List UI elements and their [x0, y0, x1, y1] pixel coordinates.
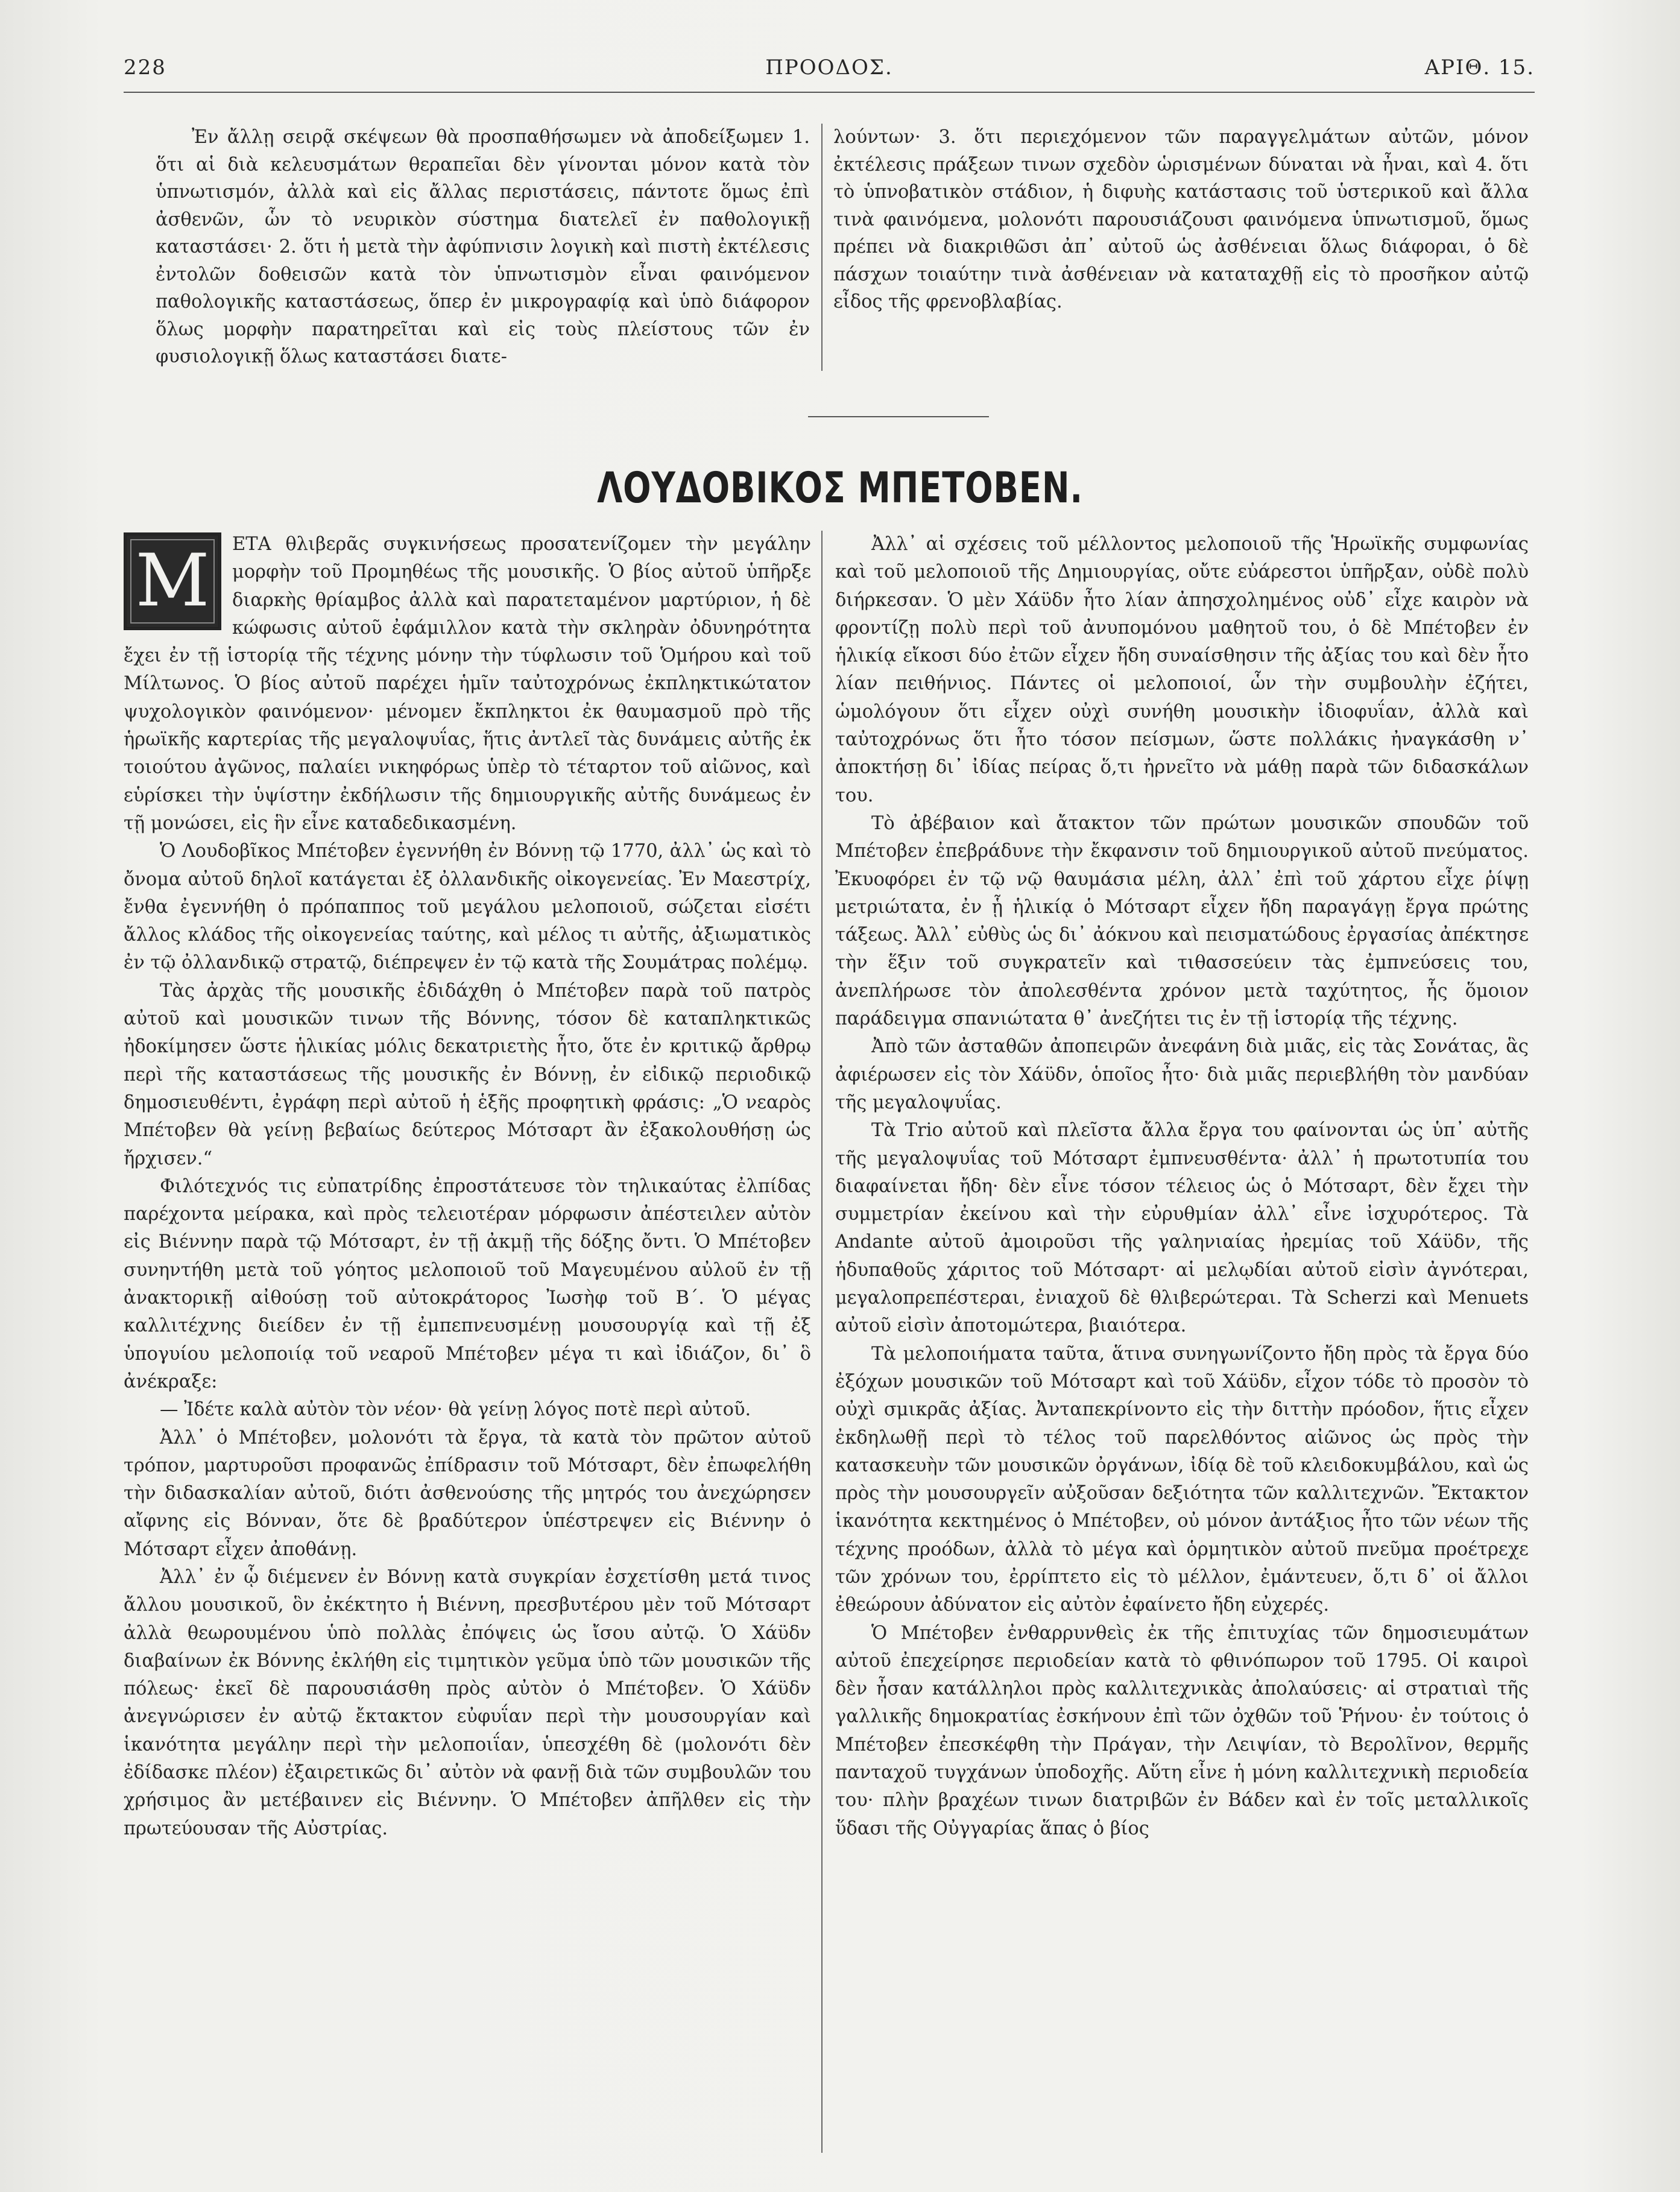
column-divider [821, 124, 823, 371]
article-title: ΛΟΥΔΟΒΙΚΟΣ ΜΠΕΤΟΒΕΝ. [597, 463, 1083, 513]
paragraph: Ἀλλ᾽ ὁ Μπέτοβεν, μολονότι τὰ ἔργα, τὰ κατὰ τὸν πρῶτον αὐτοῦ τρόπον, μαρτυροῦσι προφανῶς ἐπίδρασιν τοῦ Μότσαρτ, δὲν ἐπωφελήθη τὴν διδασκαλίαν αὐτοῦ, διότι ἀσθενούσης τῆς μητρός του ἀνεχώρησεν αἴφνης εἰς Βόνναν, ὅτε δὲ βραδύτερον ὑπέστρεψεν εἰς Βιέννην ὁ Μότσαρτ εἶχεν ἀποθάνῃ. [124, 1427, 811, 1560]
paragraph: Ἀλλ᾽ αἱ σχέσεις τοῦ μέλλοντος μελοποιοῦ τῆς Ἡρωϊκῆς συμφωνίας καὶ τοῦ μελοποιοῦ τῆς Δημιουργίας, οὔτε εὐάρεστοι ὑπῆρξαν, οὐδὲ πολὺ διήρκεσαν. Ὁ μὲν Χάϋδν ἦτο λίαν ἀπησχολημένος οὐδ᾽ εἶχε καιρὸν νὰ φροντίζῃ πολὺ περὶ τοῦ ἀνυπομόνου μαθητοῦ του, ὁ δὲ Μπέτοβεν ἐν ἡλικίᾳ εἴκοσι δύο ἐτῶν εἶχεν ἤδη συναίσθησιν τῆς ἀξίας του καὶ δὲν ἦτο λίαν πειθήνιος. Πάντες οἱ μελοποιοί, ὧν τὴν συμβουλὴν ἐζήτει, ὡμολόγουν ὅτι εἶχεν οὐχὶ συνήθη μουσικὴν ἰδιοφυΐαν, ἀλλὰ καὶ ταὐτοχρόνως ὅτι ἦτο τόσον πείσμων, ὥστε πολλάκις ἠναγκάσθη ν᾽ ἀποκτήσῃ δι᾽ ἰδίας πείρας ὅ,τι ἠρνεῖτο νὰ μάθῃ παρὰ τῶν διδασκάλων του. [835, 534, 1529, 806]
paragraph: Τὰ Trio αὐτοῦ καὶ πλεῖστα ἄλλα ἔργα του φαίνονται ὡς ὑπ᾽ αὐτῆς τῆς μεγαλοψυΐας τοῦ Μότσαρτ ἐμπνευσθέντα· ἀλλ᾽ ἡ πρωτοτυπία του διαφαίνεται ἤδη· δὲν εἶνε τόσον τέλειος ὡς ὁ Μότσαρτ, δὲν ἔχει τὴν συμμετρίαν ἐκείνου καὶ τὴν εὐρυθμίαν ἀλλ᾽ εἶνε ἰσχυρότερος. Τὰ Andante αὐτοῦ ἀμοιροῦσι τῆς γαληνιαίας ἠρεμίας τοῦ Χάϋδν, τῆς ἡδυπαθοῦς χάριτος τοῦ Μότσαρτ· αἱ μελῳδίαι αὐτοῦ εἰσὶν ἀγνότεραι, μεγαλοπρεπέστεραι, ἐνιαχοῦ δὲ θλιβερώτεραι. Τὰ Scherzi καὶ Menuets αὐτοῦ εἰσὶν ἀποτομώτερα, βιαιότερα. [835, 1120, 1529, 1337]
top-right-column [833, 124, 1529, 316]
drop-cap: Μ [124, 532, 221, 630]
article-right-column [835, 531, 1529, 1843]
paragraph: Ἀπὸ τῶν ἀσταθῶν ἀποπειρῶν ἀνεφάνη διὰ μιᾶς, εἰς τὰς Σονάτας, ἃς ἀφιέρωσεν εἰς τὸν Χάϋδν, ὁποῖος ἦτο· διὰ μιᾶς περιεβλήθη τὸν μανδύαν τῆς μεγαλοψυΐας. [835, 1036, 1529, 1113]
journal-title: ΠΡΟΟΔΟΣ. [765, 55, 893, 80]
top-left-column [156, 124, 810, 371]
issue-number: ΑΡΙΘ. 15. [1424, 55, 1535, 80]
paragraph: Ὁ Λουδοβῖκος Μπέτοβεν ἐγεννήθη ἐν Βόννῃ τῷ 1770, ἀλλ᾽ ὡς καὶ τὸ ὄνομα αὐτοῦ δηλοῖ κατάγεται ἐξ ὀλλανδικῆς οἰκογενείας. Ἐν Μαεστρίχ, ἔνθα ἐγεννήθη ὁ πρόπαππος τοῦ μεγάλου μελοποιοῦ, σώζεται εἰσέτι ἄλλος κλάδος τῆς οἰκογενείας ταύτης, καὶ μέλος τι αὐτῆς, ἀξιωματικὸς ἐν τῷ ὀλλανδικῷ στρατῷ, διέπρεψεν ἐν τῷ κατὰ τῆς Σουμάτρας πολέμῳ. [124, 841, 811, 974]
paragraph: Τὰς ἀρχὰς τῆς μουσικῆς ἐδιδάχθη ὁ Μπέτοβεν παρὰ τοῦ πατρὸς αὐτοῦ καὶ μουσικῶν τινων τῆς Βόννης, τόσον δὲ καταπληκτικῶς ἠδοκίμησεν ὥστε ἡλικίας μόλις δεκατριετὴς ἦτο, ὅτε ἐν κριτικῷ ἄρθρῳ περὶ τῆς καταστάσεως τῆς μουσικῆς ἐν Βόννῃ, ἐν εἰδικῷ περιοδικῷ δημοσιευθέντι, ἐγράφη περὶ αὐτοῦ ἡ ἑξῆς προφητικὴ φράσις: „Ὁ νεαρὸς Μπέτοβεν θὰ γείνῃ βεβαίως δεύτερος Μότσαρτ ἂν ἐξακολουθήσῃ ὡς ἤρχισεν.“ [124, 980, 811, 1169]
section-divider [808, 416, 989, 417]
paragraph: λούντων· 3. ὅτι περιεχόμενον τῶν παραγγελμάτων αὐτῶν, μόνον ἐκτέλεσις πράξεων τινων σχεδὸν ὡρισμένων δύναται νὰ ἦναι, καὶ 4. ὅτι τὸ ὑπνοβατικὸν στάδιον, ἡ διφυὴς κατάστασις τοῦ ὑστερικοῦ καὶ ἄλλα τινὰ φαινόμενα, μολονότι παρουσιάζουσι φαινόμενα ὑπνωτισμοῦ, ὅμως πρέπει νὰ διακριθῶσι ἀπ᾽ αὐτοῦ ὡς ἀσθένειαι ὅλως διάφοραι, ὁ δὲ πάσχων τοιαύτην τινὰ ἀσθένειαν νὰ καταταχθῇ εἰς τὸ προσῆκον αὐτῷ εἶδος τῆς φρενοβλαβίας. [833, 127, 1529, 312]
running-header [124, 55, 1535, 93]
paragraph: Ἐν ἄλλῃ σειρᾷ σκέψεων θὰ προσπαθήσωμεν νὰ ἀποδείξωμεν 1. ὅτι αἱ διὰ κελευσμάτων θεραπεῖαι δὲν γίνονται μόνον κατὰ τὸν ὑπνωτισμόν, ἀλλὰ καὶ εἰς ἄλλας περιστάσεις, πάντοτε ὅμως ἐπὶ ἀσθενῶν, ὧν τὸ νευρικὸν σύστημα διατελεῖ ἐν παθολογικῇ καταστάσει· 2. ὅτι ἡ μετὰ τὴν ἀφύπνισιν λογικὴ καὶ πιστὴ ἐκτέλεσις ἐντολῶν δοθεισῶν κατὰ τὸν ὑπνωτισμὸν εἶναι φαινόμενον παθολογικῆς καταστάσεως, ὅπερ ἐν μικρογραφίᾳ καὶ ὑπὸ διάφορον ὅλως μορφὴν παρατηρεῖται καὶ εἰς τοὺς πλείστους τῶν ἐν φυσιολογικῇ ὅλως καταστάσει διατε- [156, 127, 810, 367]
paragraph [124, 531, 811, 838]
paragraph: Τὸ ἀβέβαιον καὶ ἄτακτον τῶν πρώτων μουσικῶν σπουδῶν τοῦ Μπέτοβεν ἐπεβράδυνε τὴν ἔκφανσιν τοῦ δημιουργικοῦ αὐτοῦ πνεύματος. Ἐκυοφόρει ἐν τῷ νῷ θαυμάσια μέλη, ἀλλ᾽ ἐπὶ τοῦ χάρτου εἶχε ῥίψῃ μετριώτατα, ἐν ᾗ ἡλικίᾳ ὁ Μότσαρτ εἶχεν ἤδη παραγάγῃ ἔργα πρώτης τάξεως. Ἀλλ᾽ εὐθὺς ὡς δι᾽ ἀόκνου καὶ πεισματώδους ἐργασίας ἀπέκτησε τὴν ἕξιν τοῦ συγκρατεῖν καὶ τιθασσεύειν τὰς ἐμπνεύσεις του, ἀνεπλήρωσε τὸν ἀπολεσθέντα χρόνον μετὰ ταχύτητος, ἧς ὅμοιον παράδειγμα σπανιώτατα θ᾽ ἀνεζήτει τις ἐν τῇ ἱστορίᾳ τῆς τέχνης. [835, 812, 1529, 1030]
column-divider [821, 531, 823, 2153]
paragraph: — Ἰδέτε καλὰ αὐτὸν τὸν νέον· θὰ γείνῃ λόγος ποτὲ περὶ αὐτοῦ. [160, 1399, 751, 1421]
page-number: 228 [124, 55, 166, 80]
article-left-column [124, 531, 811, 1843]
paragraph-text: ΕΤΑ θλιβερᾶς συγκινήσεως προσατενίζομεν τὴν μεγάλην μορφὴν τοῦ Προμηθέως τῆς μουσικῆς. Ὁ βίος αὐτοῦ ὑπῆρξε διαρκὴς θρίαμβος ἀλλὰ καὶ παρατεταμένον μαρτύριον, ἡ δὲ κώφωσις αὐτοῦ ἐφάμιλλον κατὰ τὴν σκληρὰν ὀδυνηρότητα ἔχει ἐν τῇ ἱστορίᾳ τῆς τέχνης μόνην τὴν τύφλωσιν τοῦ Ὁμήρου καὶ τοῦ Μίλτωνος. Ὁ βίος αὐτοῦ παρέχει ἡμῖν ταὐτοχρόνως ἐκπληκτικώτατον ψυχολογικὸν φαινόμενον· μένομεν ἔκπληκτοι ἐκ θαυμασμοῦ πρὸ τῆς ἡρωϊκῆς καρτερίας τῆς μεγαλοψυΐας, ἥτις ἀντλεῖ τὰς δυνάμεις αὐτῆς ἐκ τοιούτου ἀγῶνος, παλαίει νικηφόρως ὑπὲρ τὸ τέταρτον τοῦ αἰῶνος, καὶ εὑρίσκει τὴν ὑψίστην ἐκδήλωσιν τῆς δημιουργικῆς αὐτῆς δυνάμεως ἐν τῇ μονώσει, εἰς ἣν εἶνε καταδεδικασμένη. [124, 534, 811, 834]
paragraph: Τὰ μελοποιήματα ταῦτα, ἅτινα συνηγωνίζοντο ἤδη πρὸς τὰ ἔργα δύο ἐξόχων μουσικῶν τοῦ Μότσαρτ καὶ τοῦ Χάϋδν, εἶχον τόδε τὸ προσὸν τὸ οὐχὶ σμικρᾶς ἀξίας. Ἀνταπεκρίνοντο εἰς τὴν διττὴν πρόοδον, ἥτις εἶχεν ἐκδηλωθῇ περὶ τὸ τέλος τοῦ παρελθόντος αἰῶνος ὡς πρὸς τὴν κατασκευὴν τῶν μουσικῶν ὀργάνων, ἰδίᾳ δὲ τοῦ κλειδοκυμβάλου, καὶ ὡς πρὸς τὴν μουσουργεῖν αὐξοῦσαν δεξιότητα τῶν καλλιτεχνῶν. Ἔκτακτον ἱκανότητα κεκτημένος ὁ Μπέτοβεν, οὐ μόνον ἀντάξιος ἦτο τῶν νέων τῆς τέχνης προόδων, ἀλλὰ τὸ μέγα καὶ ὁρμητικὸν αὐτοῦ πνεῦμα προέτρεχε τῶν χρόνων του, ἐρρίπτετο εἰς τὸ μέλλον, ἐμάντευεν, ὅ,τι δ᾽ οἱ ἄλλοι ἐθεώρουν ἀδύνατον εἰς αὐτὸν ἐφαίνετο ἤδη εὐχερές. [835, 1343, 1529, 1616]
paragraph: Ἀλλ᾽ ἐν ᾧ διέμενεν ἐν Βόννῃ κατὰ συγκρίαν ἐσχετίσθη μετά τινος ἄλλου μουσικοῦ, ὃν ἐκέκτητο ἡ Βιέννη, πρεσβυτέρου μὲν τοῦ Μότσαρτ ἀλλὰ θεωρουμένου ὑπὸ πολλὰς ἐπόψεις ὡς ἴσου αὐτῷ. Ὁ Χάϋδν διαβαίνων ἐκ Βόννης ἐκλήθη εἰς τιμητικὸν γεῦμα ὑπὸ τῶν μουσικῶν τῆς πόλεως· ἐκεῖ δὲ παρουσιάσθη πρὸς αὐτὸν ὁ Μπέτοβεν. Ὁ Χάϋδν ἀνεγνώρισεν ἐν αὐτῷ ἔκτακτον εὐφυΐαν περὶ τὴν μουσουργίαν καὶ ἱκανότητα μεγάλην περὶ τὴν μελοποιΐαν, ὑπεσχέθη δὲ (μολονότι δὲν ἐδίδασκε πλέον) ἐξαιρετικῶς δι᾽ αὐτὸν νὰ φανῇ διὰ τῶν συμβουλῶν του χρήσιμος ἂν μετέβαινεν εἰς Βιέννην. Ὁ Μπέτοβεν ἀπῆλθεν εἰς τὴν πρωτεύουσαν τῆς Αὐστρίας. [124, 1566, 811, 1839]
paragraph: Φιλότεχνός τις εὐπατρίδης ἐπροστάτευσε τὸν τηλικαύτας ἐλπίδας παρέχοντα μείρακα, καὶ πρὸς τελειοτέραν μόρφωσιν ἀπέστειλεν αὐτὸν εἰς Βιέννην παρὰ τῷ Μότσαρτ, ἐν τῇ ἀκμῇ τῆς δόξης ὄντι. Ὁ Μπέτοβεν συνηντήθη μετὰ τοῦ γόητος μελοποιοῦ τοῦ Μαγευμένου αὐλοῦ ἐν τῇ ἀνακτορικῇ αἰθούσῃ τοῦ αὐτοκράτορος Ἰωσὴφ τοῦ Β΄. Ὁ μέγας καλλιτέχνης διείδεν ἐν τῇ ἐμπεπνευσμένῃ μουσουργίᾳ καὶ τῇ ἐξ ὑπογυίου μελοποιίᾳ τοῦ νεαροῦ Μπέτοβεν μέγα τι καὶ ἰδιάζον, δι᾽ ὃ ἀνέκραξε: [124, 1175, 811, 1392]
paragraph: Ὁ Μπέτοβεν ἐνθαρρυνθεὶς ἐκ τῆς ἐπιτυχίας τῶν δημοσιευμάτων αὐτοῦ ἐπεχείρησε περιοδείαν κατὰ τὸ φθινόπωρον τοῦ 1795. Οἱ καιροὶ δὲν ἦσαν κατάλληλοι πρὸς καλλιτεχνικὰς ἀπολαύσεις· αἱ στρατιαὶ τῆς γαλλικῆς δημοκρατίας ἐσκήνουν ἐπὶ τῶν ὀχθῶν τοῦ Ῥήνου· ἐν τούτοις ὁ Μπέτοβεν ἐπεσκέφθη τὴν Πράγαν, τὴν Λειψίαν, τὸ Βερολῖνον, θερμῆς πανταχοῦ τυγχάνων ὑποδοχῆς. Αὕτη εἶνε ἡ μόνη καλλιτεχνικὴ περιοδεία του· πλὴν βραχέων τινων διατριβῶν ἐν Βάδεν καὶ ἐν τοῖς μεταλλικοῖς ὕδασι τῆς Οὐγγαρίας ἅπας ὁ βίος [835, 1622, 1529, 1839]
